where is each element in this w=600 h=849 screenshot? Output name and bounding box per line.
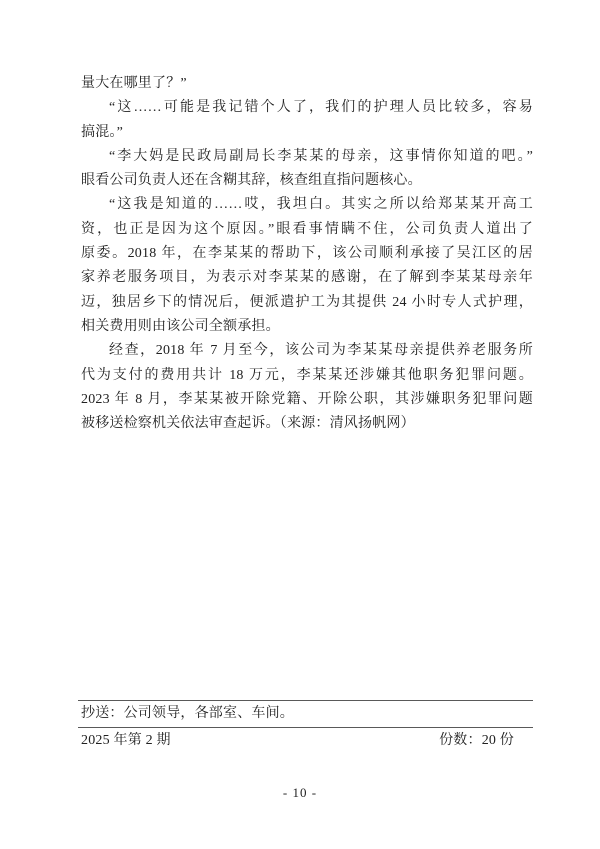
body-line: 相关费用则由该公司全额承担。: [81, 318, 280, 334]
body-line: “这……可能是我记错个人了，我们的护理人员比较多，容易: [109, 100, 533, 116]
body-line: 资，也正是因为这个原因。”眼看事情瞒不住，公司负责人道出了: [81, 221, 533, 237]
body-line: 家养老服务项目，为表示对李某某的感谢，在了解到李某某母亲年: [81, 270, 533, 286]
body-line: 眼看公司负责人还在含糊其辞，核查组直指问题核心。: [81, 173, 422, 189]
body-line: 量大在哪里了？”: [81, 76, 187, 91]
body-line: 迈，独居乡下的情况后，便派遣护工为其提供 24 小时专人式护理，: [81, 294, 533, 310]
body-line: “李大妈是民政局副局长李某某的母亲，这事情你知道的吧。”: [109, 148, 533, 164]
body-line: “这我是知道的……哎，我坦白。其实之所以给郑某某开高工: [109, 197, 533, 213]
page-number: - 10 -: [282, 785, 318, 800]
body-line: 经查，2018 年 7 月至今，该公司为李某某母亲提供养老服务所: [109, 343, 533, 359]
body-line: 代为支付的费用共计 18 万元，李某某还涉嫌其他职务犯罪问题。: [81, 367, 533, 383]
copies-count-label: 份数：20 份: [439, 733, 514, 748]
body-line: 搞混。”: [81, 124, 124, 140]
issue-info-row: [81, 727, 533, 755]
body-text: [81, 72, 533, 436]
body-line: 2023 年 8 月，李某某被开除党籍、开除公职，其涉嫌职务犯罪问题: [81, 391, 533, 407]
cc-distribution-line: 抄送：公司领导，各部室、车间。: [81, 706, 294, 721]
issue-number-label: 2025 年第 2 期: [81, 733, 171, 748]
body-line: 被移送检察机关依法审查起诉。（来源：清风扬帆网）: [81, 416, 415, 432]
body-line: 原委。2018 年，在李某某的帮助下，该公司顺利承接了吴江区的居: [81, 246, 533, 262]
